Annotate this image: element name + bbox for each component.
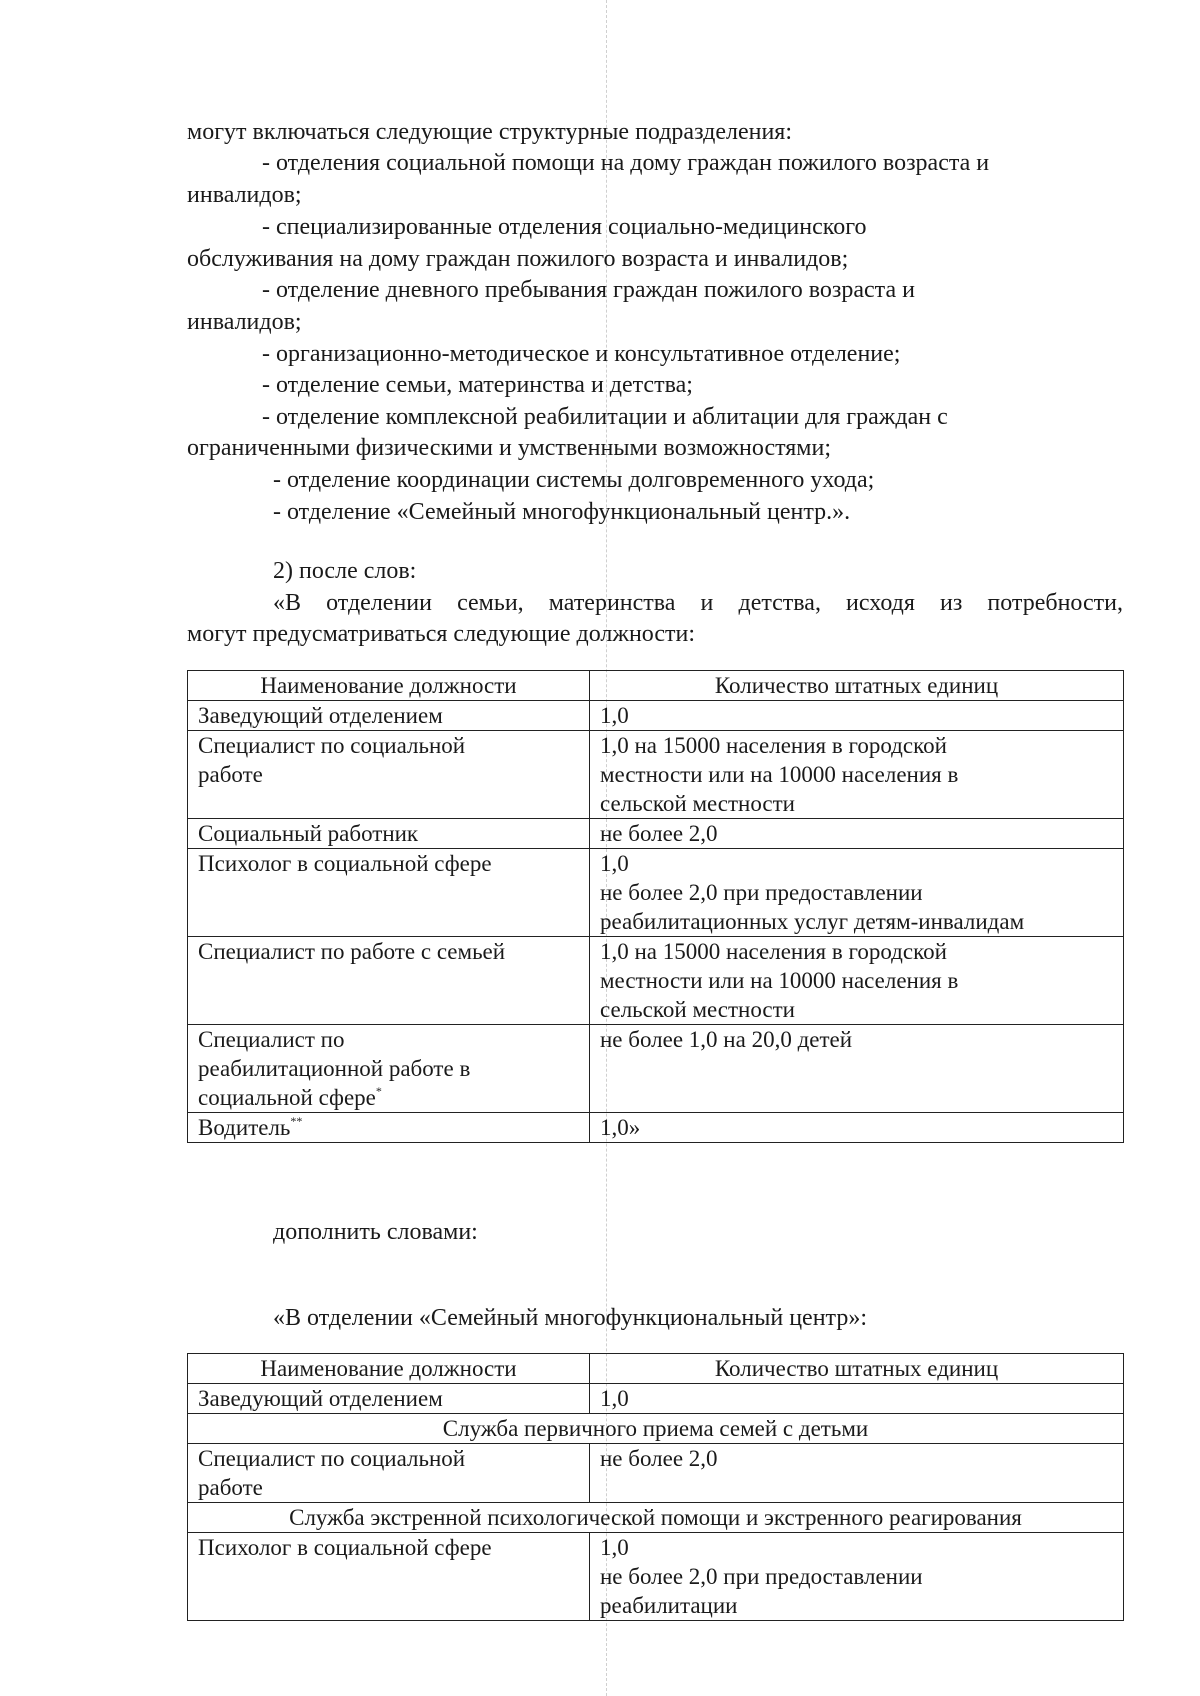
staff-count-cell <box>590 1533 1124 1621</box>
service-header-row <box>188 1503 1124 1533</box>
table-row <box>188 1444 1124 1503</box>
position-name-cell <box>188 1533 590 1621</box>
table-header-cell: Количество штатных единиц <box>590 1354 1124 1384</box>
table-row <box>188 731 1124 819</box>
cell-line: Психолог в социальной сфере <box>198 851 492 876</box>
intro-line-6: - отделение дневного пребывания граждан пожилого возраста и <box>262 277 915 303</box>
intro-line-10: - отделение комплексной реабилитации и аблитации для граждан с <box>262 404 948 430</box>
intro-line-1: могут включаться следующие структурные подразделения: <box>187 119 793 145</box>
footnote-marker: * <box>375 1084 382 1098</box>
staff-count-cell <box>590 731 1124 819</box>
table-header-cell: Наименование должности <box>188 1354 590 1384</box>
intro-line-8: - организационно-методическое и консультативное отделение; <box>262 341 901 367</box>
cell-line: 1,0 <box>600 703 629 728</box>
cell-line: реабилитационных услуг детям-инвалидам <box>600 909 1025 934</box>
cell-line: Заведующий отделением <box>198 703 443 728</box>
intro-line-4: - специализированные отделения социально-медицинского <box>262 214 867 240</box>
section2-line-1: 2) после слов: <box>273 558 417 584</box>
intro-line-11: ограниченными физическими и умственными возможностями; <box>187 435 832 461</box>
table-row <box>188 701 1124 731</box>
supplement-line-2: «В отделении «Семейный многофункциональный центр»: <box>273 1305 867 1331</box>
staff-count-cell <box>590 937 1124 1025</box>
position-name-cell <box>188 701 590 731</box>
table-header-row <box>188 1354 1124 1384</box>
table-row <box>188 1025 1124 1113</box>
cell-line: 1,0 на 15000 населения в городской <box>600 733 947 758</box>
staff-table-2 <box>187 1353 1124 1621</box>
cell-line: Заведующий отделением <box>198 1386 443 1411</box>
cell-line: 1,0 на 15000 населения в городской <box>600 939 947 964</box>
position-name-cell <box>188 937 590 1025</box>
cell-line: 1,0» <box>600 1115 641 1140</box>
cell-text: Водитель <box>198 1115 291 1140</box>
position-name-cell <box>188 731 590 819</box>
cell-line: Специалист по социальной <box>198 733 466 758</box>
table-row <box>188 819 1124 849</box>
section2-line-3: могут предусматриваться следующие должности: <box>187 621 696 647</box>
cell-line: не более 2,0 <box>600 1446 718 1471</box>
footnote-marker: ** <box>290 1114 303 1128</box>
table-row <box>188 1384 1124 1414</box>
cell-line: работе <box>198 1475 263 1500</box>
table-header-cell: Количество штатных единиц <box>590 671 1124 701</box>
service-header-row <box>188 1414 1124 1444</box>
table-row <box>188 849 1124 937</box>
cell-line: 1,0 <box>600 1535 629 1560</box>
table-header-row <box>188 671 1124 701</box>
table-header-cell: Наименование должности <box>188 671 590 701</box>
table-row <box>188 1113 1124 1143</box>
cell-line: не более 2,0 <box>600 821 718 846</box>
cell-line: Специалист по социальной <box>198 1446 466 1471</box>
staff-count-cell <box>590 1025 1124 1113</box>
cell-line: местности или на 10000 населения в <box>600 968 959 993</box>
intro-line-12: - отделение координации системы долговременного ухода; <box>273 467 875 493</box>
cell-line: реабилитационной работе в <box>198 1056 471 1081</box>
cell-line: реабилитации <box>600 1593 738 1618</box>
position-name-cell <box>188 819 590 849</box>
staff-count-cell <box>590 1444 1124 1503</box>
staff-count-cell <box>590 819 1124 849</box>
cell-line: не более 1,0 на 20,0 детей <box>600 1027 853 1052</box>
section2-line-2: «В отделении семьи, материнства и детства, исходя из потребности, <box>273 590 1123 616</box>
cell-line: местности или на 10000 населения в <box>600 762 959 787</box>
position-name-cell <box>188 1444 590 1503</box>
intro-line-9: - отделение семьи, материнства и детства; <box>262 372 693 398</box>
cell-line: Психолог в социальной сфере <box>198 1535 492 1560</box>
intro-line-2: - отделения социальной помощи на дому граждан пожилого возраста и <box>262 150 990 176</box>
intro-line-3: инвалидов; <box>187 182 302 208</box>
intro-line-13: - отделение «Семейный многофункциональный центр.». <box>273 499 851 525</box>
cell-line: Специалист по работе с семьей <box>198 939 506 964</box>
staff-count-cell <box>590 1384 1124 1414</box>
position-name-cell <box>188 849 590 937</box>
cell-line: сельской местности <box>600 791 795 816</box>
staff-count-cell <box>590 849 1124 937</box>
service-title: Служба экстренной психологической помощи и экстренного реагирования <box>188 1503 1124 1533</box>
supplement-line-1: дополнить словами: <box>273 1219 478 1245</box>
cell-text: социальной сфере <box>198 1085 376 1110</box>
cell-line <box>198 1083 579 1112</box>
cell-line: Специалист по <box>198 1027 345 1052</box>
staff-count-cell <box>590 701 1124 731</box>
intro-line-7: инвалидов; <box>187 309 302 335</box>
cell-line: Социальный работник <box>198 821 419 846</box>
staff-count-cell <box>590 1113 1124 1143</box>
table-row <box>188 937 1124 1025</box>
position-name-cell <box>188 1113 590 1143</box>
cell-line: 1,0 <box>600 1386 629 1411</box>
service-title: Служба первичного приема семей с детьми <box>188 1414 1124 1444</box>
position-name-cell <box>188 1384 590 1414</box>
cell-line: сельской местности <box>600 997 795 1022</box>
cell-line: не более 2,0 при предоставлении <box>600 1564 923 1589</box>
table-row <box>188 1533 1124 1621</box>
position-name-cell <box>188 1025 590 1113</box>
intro-line-5: обслуживания на дому граждан пожилого возраста и инвалидов; <box>187 246 849 272</box>
cell-line: не более 2,0 при предоставлении <box>600 880 923 905</box>
cell-line: 1,0 <box>600 851 629 876</box>
cell-line: работе <box>198 762 263 787</box>
staff-table-1 <box>187 670 1124 1143</box>
